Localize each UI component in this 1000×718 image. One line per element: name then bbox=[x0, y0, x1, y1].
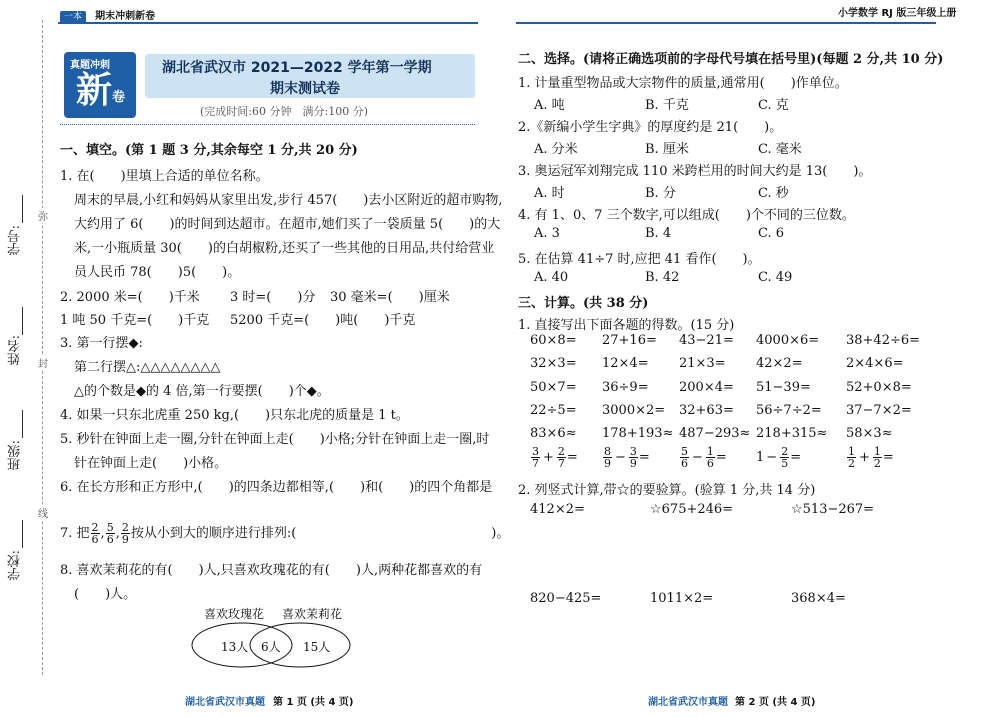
calc-item: 218+315≈ bbox=[756, 426, 828, 442]
calc-item: 487−293≈ bbox=[679, 426, 751, 442]
section1-heading: 一、填空。(第 1 题 3 分,其余每空 1 分,共 20 分) bbox=[60, 143, 358, 158]
s2-q5-optA: A. 40 bbox=[534, 270, 569, 285]
exam-subtitle: 期末测试卷 bbox=[270, 81, 340, 97]
calc-item: 36÷9= bbox=[602, 379, 649, 395]
calc-item: 32+63= bbox=[679, 402, 734, 418]
q8-line1: ( )人。 bbox=[74, 587, 137, 602]
header-rule bbox=[58, 22, 478, 24]
fraction: $\frac{1}{2}$ bbox=[873, 445, 881, 470]
s2-q3: 3. 奥运冠军刘翔完成 110 米跨栏用的时间大约是 13( )。 bbox=[518, 164, 872, 179]
vertical-4: 820−425= bbox=[530, 591, 602, 606]
fraction: $\frac{2}{5}$ bbox=[781, 445, 789, 470]
s2-q4-optA: A. 3 bbox=[534, 226, 560, 241]
calc-item: 56÷7÷2= bbox=[756, 402, 822, 418]
s2-q1: 1. 计量重型物品或大宗物件的质量,通常用( )作单位。 bbox=[518, 76, 848, 91]
q2-b: 3 时=( )分 bbox=[230, 290, 316, 305]
fraction: $\frac{3}{7}$ bbox=[532, 445, 539, 470]
s2-q2-optA: A. 分米 bbox=[534, 142, 578, 157]
q7-frac-1: $\frac{2}{6}$ bbox=[91, 521, 99, 546]
q1-line2: 大约用了 6( )的时间到达超市。在超市,她们买了一袋质量 5( )的大 bbox=[74, 217, 501, 232]
logo-small: 卷 bbox=[112, 90, 126, 105]
title-rule bbox=[60, 124, 475, 125]
logo-big: 新 bbox=[76, 69, 113, 111]
q3-line2: △的个数是◆的 4 倍,第一行要摆( )个◆。 bbox=[74, 384, 330, 399]
s2-q5-optB: B. 42 bbox=[645, 270, 680, 285]
q4: 4. 如果一只东北虎重 250 kg,( )只东北虎的质量是 1 t。 bbox=[60, 408, 409, 423]
q3-line0: 3. 第一行摆◆: bbox=[60, 336, 143, 351]
calc-item: 60×8= bbox=[530, 333, 577, 348]
binding-label-school: 学校: bbox=[8, 550, 23, 581]
q1-line1: 周末的早晨,小红和妈妈从家里出发,步行 457( )去小区附近的超市购物, bbox=[74, 193, 503, 208]
q2-c: 30 毫米=( )厘米 bbox=[330, 290, 450, 305]
fraction: $\frac{8}{9}$ bbox=[604, 445, 611, 470]
venn-label-left: 喜欢玫瑰花 bbox=[204, 607, 265, 621]
s2-q5-optC: C. 49 bbox=[758, 270, 793, 285]
s2-q5: 5. 在估算 41÷7 时,应把 41 看作( )。 bbox=[518, 252, 761, 267]
binding-line bbox=[42, 20, 43, 675]
binding-label-id: 学号: bbox=[8, 225, 23, 256]
q6: 6. 在长方形和正方形中,( )的四条边都相等,( )和( )的四个角都是 bbox=[60, 480, 493, 495]
vertical-3: ☆513−267= bbox=[791, 502, 875, 517]
calc-item: 37−7×2= bbox=[846, 402, 912, 418]
q2-a: 2. 2000 米=( )千米 bbox=[60, 290, 200, 305]
header-left bbox=[60, 4, 155, 23]
header-left-title: 期末冲刺新卷 bbox=[95, 11, 156, 22]
binding-mark-feng: 封 bbox=[38, 355, 48, 370]
calc-item: 50×7= bbox=[530, 379, 577, 395]
s2-q4-optC: C. 6 bbox=[758, 226, 785, 241]
calc-item: 42×2= bbox=[756, 356, 803, 372]
vertical-6: 368×4= bbox=[791, 591, 846, 606]
q5-line1: 针在钟面上走( )小格。 bbox=[74, 456, 228, 471]
vertical-2: ☆675+246= bbox=[650, 502, 734, 517]
fraction-item: $\frac{1}{2}$ + $\frac{1}{2}$ = bbox=[848, 445, 894, 470]
logo-line1: 真题冲刺 bbox=[70, 60, 110, 71]
calc-item: 52+0×8= bbox=[846, 379, 912, 395]
s3-sub2: 2. 列竖式计算,带☆的要验算。(验算 1 分,共 14 分) bbox=[518, 483, 816, 498]
s2-q1-optA: A. 吨 bbox=[534, 98, 565, 113]
calc-item: 51−39= bbox=[756, 379, 811, 395]
q7-frac-3: $\frac{2}{9}$ bbox=[121, 521, 129, 546]
exam-title: 湖北省武汉市 2021—2022 学年第一学期 bbox=[162, 60, 432, 76]
q8-line0: 8. 喜欢茉莉花的有( )人,只喜欢玫瑰花的有( )人,两种花都喜欢的有 bbox=[60, 563, 483, 578]
s3-sub1: 1. 直接写出下面各题的得数。(15 分) bbox=[518, 318, 735, 333]
fraction-item: $\frac{5}{6}$ − $\frac{1}{6}$ = bbox=[681, 445, 727, 470]
footer-right-source: 湖北省武汉市真题 bbox=[648, 697, 728, 708]
q1-line3: 米,一小瓶质量 30( )的白胡椒粉,还买了一些其他的日用品,共付给营业 bbox=[74, 241, 495, 256]
fraction: $\frac{1}{6}$ bbox=[706, 445, 714, 470]
s2-q2-optB: B. 厘米 bbox=[645, 142, 689, 157]
calc-item: 43−21= bbox=[679, 333, 734, 348]
fraction: $\frac{2}{7}$ bbox=[557, 445, 565, 470]
s2-q4-optB: B. 4 bbox=[645, 226, 672, 241]
calc-item: 27+16= bbox=[602, 333, 657, 348]
s2-q2: 2.《新编小学生字典》的厚度约是 21( )。 bbox=[518, 120, 783, 135]
s2-q2-optC: C. 毫米 bbox=[758, 142, 802, 157]
q1-line0: 1. 在( )里填上合适的单位名称。 bbox=[60, 169, 269, 184]
fraction-item: $\frac{3}{7}$ + $\frac{2}{7}$ = bbox=[532, 445, 578, 470]
section2-heading: 二、选择。(请将正确选项前的字母代号填在括号里)(每题 2 分,共 10 分) bbox=[518, 52, 944, 67]
vertical-1: 412×2= bbox=[530, 502, 585, 517]
fraction: $\frac{3}{9}$ bbox=[629, 445, 637, 470]
venn-middle-value: 6人 bbox=[261, 640, 281, 654]
s2-q3-optC: C. 秒 bbox=[758, 186, 789, 201]
binding-mark-mi: 弥 bbox=[38, 208, 48, 223]
calc-item: 4000×6= bbox=[756, 333, 820, 348]
header-right-title: 小学数学 RJ 版三年级上册 bbox=[838, 8, 957, 19]
header-rule-right bbox=[516, 22, 936, 24]
exam-info: (完成时间:60 分钟 满分:100 分) bbox=[200, 105, 368, 118]
calc-item: 200×4= bbox=[679, 379, 734, 395]
q1-line4: 员人民币 78( )5( )。 bbox=[74, 265, 241, 280]
footer-left-page: 第 1 页 (共 4 页) bbox=[273, 697, 354, 708]
calc-item: 21×3= bbox=[679, 356, 726, 372]
fraction-item: $\frac{8}{9}$ − $\frac{3}{9}$ = bbox=[604, 445, 650, 470]
calc-item: 38+42÷6= bbox=[846, 333, 921, 348]
q7: 7. 把 $\frac{2}{6}$ , $\frac{5}{6}$ , $\frac{2}{9}$ 按从小到大的顺序进行排列:( )。 bbox=[60, 521, 510, 546]
venn-left-value: 13人 bbox=[221, 640, 249, 654]
calc-item: 32×3= bbox=[530, 356, 577, 372]
calc-item: 2×4×6= bbox=[846, 356, 904, 372]
binding-label-class: 班级: bbox=[8, 440, 23, 471]
footer-left-source: 湖北省武汉市真题 bbox=[185, 697, 265, 708]
q5-line0: 5. 秒针在钟面上走一圈,分针在钟面上走( )小格;分针在钟面上走一圈,时 bbox=[60, 432, 490, 447]
vertical-5: 1011×2= bbox=[650, 591, 714, 606]
s2-q1-optC: C. 克 bbox=[758, 98, 789, 113]
s2-q4: 4. 有 1、0、7 三个数字,可以组成( )个不同的三位数。 bbox=[518, 208, 855, 223]
calc-item: 178+193≈ bbox=[602, 426, 674, 442]
fraction-item: 1 − $\frac{2}{5}$ = bbox=[756, 445, 802, 470]
header-badge: 一本 bbox=[60, 11, 86, 23]
binding-mark-xian: 线 bbox=[38, 505, 48, 520]
q7-frac-2: $\frac{5}{6}$ bbox=[106, 521, 114, 546]
calc-item: 12×4= bbox=[602, 356, 649, 372]
venn-right-value: 15人 bbox=[303, 640, 331, 654]
binding-label-name: 姓名: bbox=[8, 335, 23, 366]
calc-item: 22÷5= bbox=[530, 402, 577, 418]
q2-d: 1 吨 50 千克=( )千克 bbox=[60, 313, 210, 328]
section3-heading: 三、计算。(共 38 分) bbox=[518, 296, 649, 311]
calc-item: 3000×2= bbox=[602, 402, 666, 418]
s2-q1-optB: B. 千克 bbox=[645, 98, 689, 113]
calc-item: 83×6≈ bbox=[530, 426, 577, 442]
q2-e: 5200 千克=( )吨( )千克 bbox=[230, 313, 416, 328]
venn-label-right: 喜欢茉莉花 bbox=[282, 607, 343, 621]
s2-q3-optB: B. 分 bbox=[645, 186, 676, 201]
q3-line1: 第二行摆△:△△△△△△△△ bbox=[74, 360, 221, 375]
logo bbox=[64, 52, 136, 118]
footer-right-page: 第 2 页 (共 4 页) bbox=[735, 697, 816, 708]
calc-item: 58×3≈ bbox=[846, 426, 893, 442]
s2-q3-optA: A. 时 bbox=[534, 186, 565, 201]
fraction: $\frac{5}{6}$ bbox=[681, 445, 688, 470]
fraction: $\frac{1}{2}$ bbox=[848, 445, 855, 470]
